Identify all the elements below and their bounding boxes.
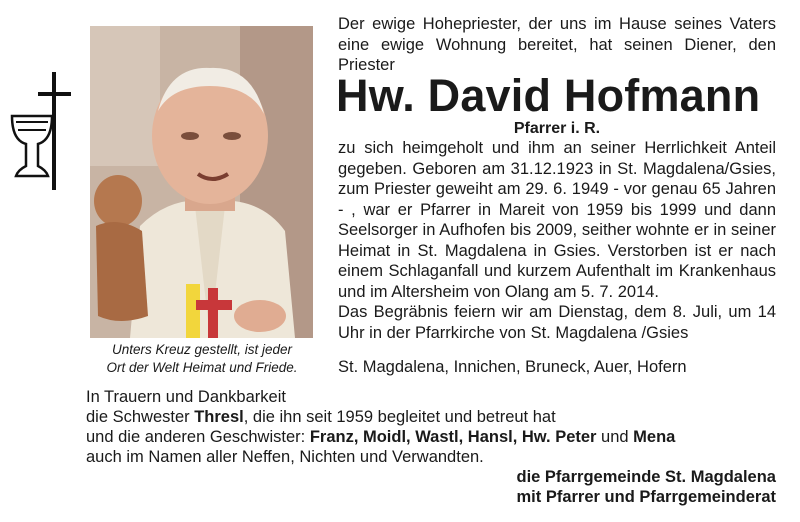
cross-chalice-icon [8,70,72,192]
mourners-line-4: auch im Namen aller Neffen, Nichten und Verwandten. [86,448,484,466]
funeral-notice: Das Begräbnis feiern wir am Dienstag, dem 8. Juli, um 14 Uhr in der Pfarrkirche von St. Magdalena /Gsies [338,303,776,342]
priest-photo [90,26,313,338]
signature-line-1: die Pfarrgemeinde St. Magdalena [516,468,776,486]
sibling-names: Franz, Moidl, Wastl, Hansl, Hw. Peter [309,428,597,446]
deceased-name: Hw. David Hofmann [336,70,761,121]
biography-text: zu sich heimgeholt und ihm an seiner Herrlichkeit Anteil gegeben. Geboren am 31.12.1923 in St. Magdalena/Gsies, zum Priester geweiht am 29. 6. 1949 - vor genau 65 Jahren - , war er Pfarrer in Mareit von 1959 bis 1999 und dann Seelsorger in Aufhofen bis 2009, seither wohnte er in seiner Heimat in St. Magdalena in Gsies. Verstorben ist er nach einem Schlaganfall und kurzem Aufenthalt im Krankenhaus und im Altersheim von Olang am 5. 7. 2014. [338,139,776,301]
signature-block [517,467,777,507]
mourners-line-1: In Trauern und Dankbarkeit [86,388,286,406]
sister-name: Thresl [194,408,244,426]
mourners-sister-suffix: , die ihn seit 1959 begleitet und betreut hat [243,408,556,426]
signature-line-2: mit Pfarrer und Pfarrgemeinderat [516,488,776,506]
siblings-prefix: und die anderen Geschwister: [86,428,310,446]
intro-text: Der ewige Hohepriester, der uns im Hause seines Vaters eine ewige Wohnung bereitet, hat seinen Diener, den Priester [338,15,776,74]
mourners-sister-prefix: die Schwester [86,408,195,426]
mourners-line-3 [86,427,778,447]
places-line: St. Magdalena, Innichen, Bruneck, Auer, Hofern [338,358,687,376]
sibling-last-name: Mena [633,428,676,446]
mourners-block [86,387,778,467]
caption-line-1: Unters Kreuz gestellt, ist jeder [111,342,293,357]
deceased-role: Pfarrer i. R. [513,120,601,137]
mourners-line-2 [86,407,778,427]
caption-line-2: Ort der Welt Heimat und Friede. [106,360,298,375]
siblings-and: und [596,428,634,446]
photo-caption [86,341,318,377]
biography [338,138,776,343]
